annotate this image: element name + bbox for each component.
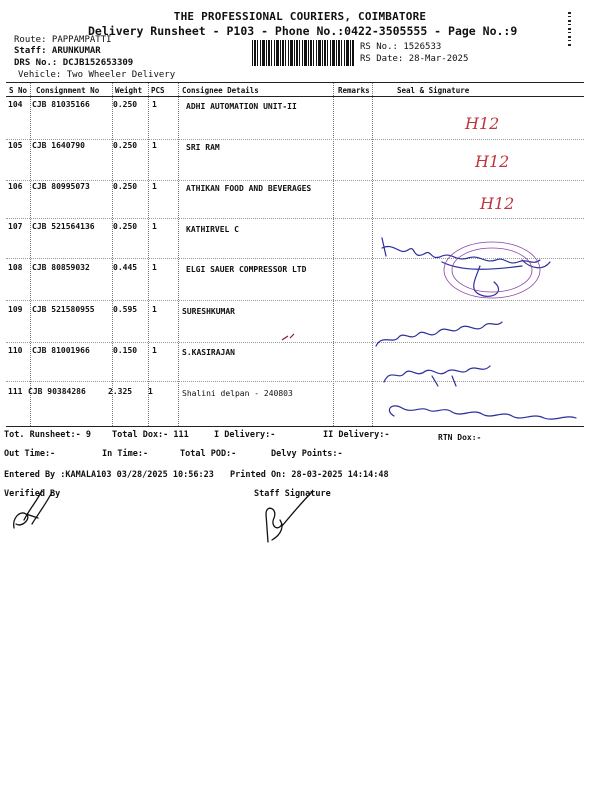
row-consignment: CJB 521564136 [32, 222, 95, 231]
row-pcs: 1 [152, 100, 157, 109]
row-consignment: CJB 80859032 [32, 263, 90, 272]
row-consignment: CJB 521580955 [32, 305, 95, 314]
row-consignee: KATHIRVEL C [186, 225, 239, 234]
row-weight: 0.595 [113, 305, 138, 314]
row-consignee: ELGI SAUER COMPRESSOR LTD [186, 265, 307, 274]
row-consignment: CJB 90384286 [28, 387, 86, 396]
staff-label: Staff: ARUNKUMAR [14, 46, 101, 56]
vehicle-label: Vehicle: Two Wheeler Delivery [18, 70, 176, 80]
i-delivery: I Delivery:- [214, 430, 276, 440]
signature-mark: H12 [465, 114, 500, 133]
table-top-rule [6, 82, 584, 83]
col-divider [178, 83, 179, 426]
row-weight: 0.250 [113, 100, 138, 109]
row-weight: 0.250 [113, 141, 138, 150]
drs-number: DRS No.: DCJB152653309 [14, 58, 134, 68]
row-pcs: 1 [152, 346, 157, 355]
row-consignee: ADHI AUTOMATION UNIT-II [186, 102, 297, 111]
row-sno: 109 [8, 305, 23, 314]
in-time: In Time:- [102, 449, 149, 459]
row-consignee: ATHIKAN FOOD AND BEVERAGES [186, 184, 312, 193]
handwritten-signatures [372, 226, 582, 426]
total-dox: Total Dox:- 111 [112, 430, 189, 440]
row-separator [6, 180, 584, 181]
company-name: THE PROFESSIONAL COURIERS, COIMBATORE [173, 10, 427, 23]
row-consignment: CJB 1640790 [32, 141, 85, 150]
col-header-signature: Seal & Signature [397, 86, 470, 95]
row-sno: 107 [8, 222, 23, 231]
verified-by: Verified By [4, 489, 61, 499]
row-separator [6, 218, 584, 219]
row-sno: 104 [8, 100, 23, 109]
row-sno: 105 [8, 141, 23, 150]
signature-mark: H12 [475, 152, 510, 171]
row-pcs: 1 [152, 141, 157, 150]
row-pcs: 1 [148, 387, 153, 396]
staff-signature: Staff Signature [254, 489, 331, 499]
total-pod: Total POD:- [180, 449, 237, 459]
ii-delivery: II Delivery:- [323, 430, 390, 440]
verifier-signature [8, 484, 58, 534]
row-weight: 0.150 [113, 346, 138, 355]
entered-by: Entered By :KAMALA103 03/28/2025 10:56:23 [4, 470, 214, 480]
ink-mark [280, 330, 300, 344]
row-weight: 0.250 [113, 222, 138, 231]
col-header-remarks: Remarks [338, 86, 370, 95]
col-header-consignment: Consignment No [36, 86, 100, 95]
row-sno: 108 [8, 263, 23, 272]
table-bottom-rule [6, 426, 584, 427]
row-sno: 110 [8, 346, 23, 355]
col-divider [112, 83, 113, 426]
staff-signature-mark [262, 490, 322, 546]
row-sno: 106 [8, 182, 23, 191]
col-header-weight: Weight [115, 86, 143, 95]
edge-barcode [568, 12, 571, 46]
row-consignee: Shalini delpan - 240803 [182, 389, 293, 398]
row-sno: 111 [8, 387, 23, 396]
row-consignment: CJB 81035166 [32, 100, 90, 109]
rtn-dox: RTN Dox:- [438, 433, 482, 442]
rs-date: RS Date: 28-Mar-2025 [360, 54, 469, 64]
col-divider [148, 83, 149, 426]
row-weight: 0.445 [113, 263, 138, 272]
row-pcs: 1 [152, 182, 157, 191]
row-weight: 2.325 [108, 387, 133, 396]
barcode [252, 40, 354, 66]
row-separator [6, 139, 584, 140]
rs-number: RS No.: 1526533 [360, 42, 442, 52]
col-header-consignee: Consignee Details [182, 86, 259, 95]
delvy-points: Delvy Points:- [271, 449, 343, 459]
signature-mark: H12 [480, 194, 515, 213]
col-header-pcs: PCS [151, 86, 165, 95]
row-consignee: SURESHKUMAR [182, 307, 235, 316]
printed-on: Printed On: 28-03-2025 14:14:48 [230, 470, 389, 480]
row-consignee: SRI RAM [186, 143, 220, 152]
col-header-sno: S No [9, 86, 28, 95]
col-divider [30, 83, 31, 426]
row-consignee: S.KASIRAJAN [182, 348, 235, 357]
runsheet-title: Delivery Runsheet - P103 - Phone No.:0422-3505555 - Page No.:9 [88, 24, 518, 38]
row-weight: 0.250 [113, 182, 138, 191]
row-consignment: CJB 81001966 [32, 346, 90, 355]
col-divider [333, 83, 334, 426]
route-label: Route: PAPPAMPATTI [14, 35, 112, 45]
table-header-rule [6, 96, 584, 97]
row-consignment: CJB 80995073 [32, 182, 90, 191]
row-pcs: 1 [152, 263, 157, 272]
tot-runsheet: Tot. Runsheet:- 9 [4, 430, 91, 440]
row-pcs: 1 [152, 305, 157, 314]
out-time: Out Time:- [4, 449, 56, 459]
row-pcs: 1 [152, 222, 157, 231]
